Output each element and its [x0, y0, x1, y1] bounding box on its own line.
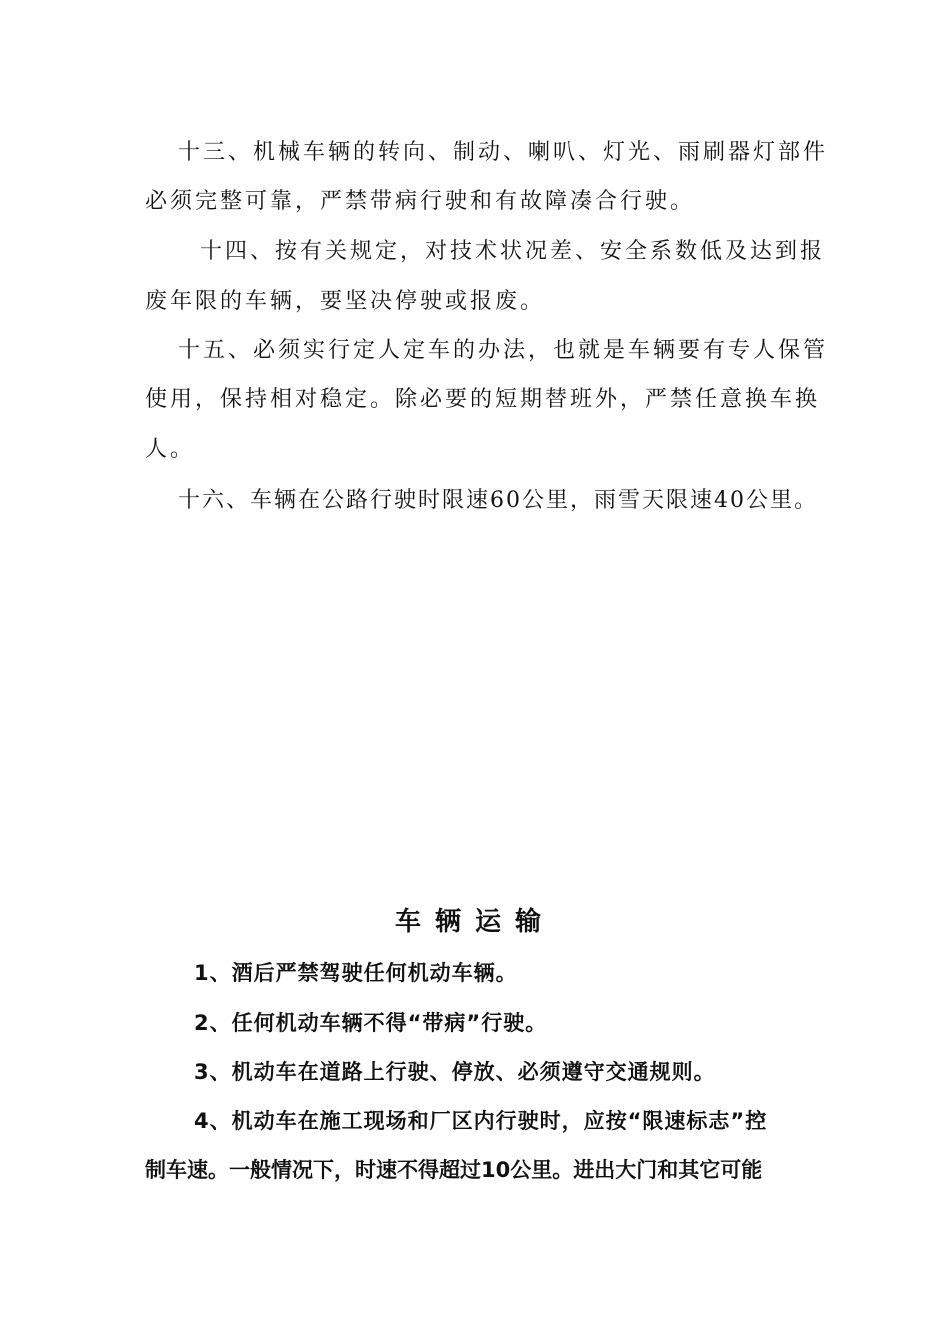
- rule-4-line-2: 制车速。一般情况下，时速不得超过10公里。进出大门和其它可能: [145, 1158, 763, 1182]
- paragraph-16-line-1: 十六、车辆在公路行驶时限速60公里，雨雪天限速40公里。: [178, 488, 818, 513]
- paragraph-14-line-1: 十四、按有关规定，对技术状况差、安全系数低及达到报: [200, 239, 826, 264]
- rule-3: 3、机动车在道路上行驶、停放、必须遵守交通规则。: [194, 1060, 716, 1084]
- rule-1: 1、酒后严禁驾驶任何机动车辆。: [194, 961, 518, 985]
- paragraph-14-line-2: 废年限的车辆，要坚决停驶或报废。: [145, 289, 546, 314]
- paragraph-15-line-2: 使用，保持相对稳定。除必要的短期替班外，严禁任意换车换: [145, 387, 821, 412]
- section-title: 车辆运输: [394, 907, 555, 937]
- paragraph-15-line-1: 十五、必须实行定人定车的办法，也就是车辆要有专人保管: [178, 338, 829, 363]
- paragraph-13-line-1: 十三、机械车辆的转向、制动、喇叭、灯光、雨刷器灯部件: [178, 140, 829, 165]
- paragraph-13-line-2: 必须完整可靠，严禁带病行驶和有故障凑合行驶。: [145, 189, 696, 214]
- paragraph-15-line-3: 人。: [145, 437, 196, 462]
- rule-2: 2、任何机动车辆不得“带病”行驶。: [194, 1011, 548, 1035]
- rule-4-line-1: 4、机动车在施工现场和厂区内行驶时，应按“限速标志”控: [194, 1109, 768, 1133]
